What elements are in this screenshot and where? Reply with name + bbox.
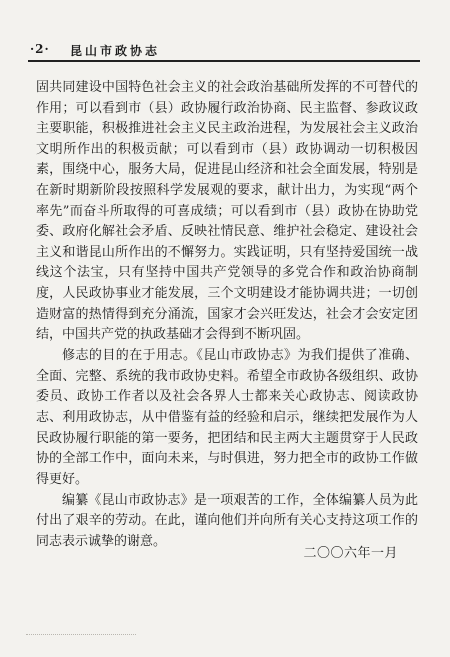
paragraph-purpose: 修志的目的在于用志。《昆山市政协志》为我们提供了准确、全面、完整、系统的我市政协史料。希望全市政协各级组织、政协委员、政协工作者以及社会各界人士都来关心政协志、阅读政协志、利用政协志，从中借鉴有益的经验和启示，继续把发展作为人民政协履行职能的第一要务，把团结和民主两大主题贯穿于人民政协的全部工作中，面向未来，与时俱进，努力把全市的政协工作做得更好。 [36, 348, 418, 487]
page-number: ·2· [30, 42, 50, 56]
scan-artifact [26, 628, 136, 635]
running-title: 昆山市政协志 [70, 44, 161, 58]
paragraph-continued: 固共同建设中国特色社会主义的社会政治基础所发挥的不可替代的作用；可以看到市（县）政协履行政治协商、民主监督、参政议政主要职能，积极推进社会主义民主政治进程，为发展社会主义政治文明所作出的积极贡献；可以看到市（县）政协调动一切积极因素，围绕中心，服务大局，促进昆山经济和社会全面发展，特别是在新时期新阶段按照科学发展观的要求，献计出力，为实现“两个率先”而奋斗所取得的可喜成绩；可以看到市（县）政协在协助党委、政府化解社会矛盾、反映社情民意、维护社会稳定、建设社会主义和谐昆山所作出的不懈努力。实践证明，只有坚持爱国统一战线这个法宝，只有坚持中国共产党领导的多党合作和政治协商制度，人民政协事业才能发展，三个文明建设才能协调共进；一切创造财富的热情得到充分涌流，国家才会兴旺发达，社会才会安定团结，中国共产党的执政基础才会得到不断巩固。 [36, 80, 418, 343]
signature-date: 二〇〇六年一月 [303, 546, 398, 561]
body-text [36, 78, 418, 553]
paragraph-acknowledgement: 编纂《昆山市政协志》是一项艰苦的工作，全体编纂人员为此付出了艰辛的劳动。在此，谨向他们并向所有关心支持这项工作的同志表示诚挚的谢意。 [36, 492, 418, 550]
running-header [28, 40, 420, 62]
